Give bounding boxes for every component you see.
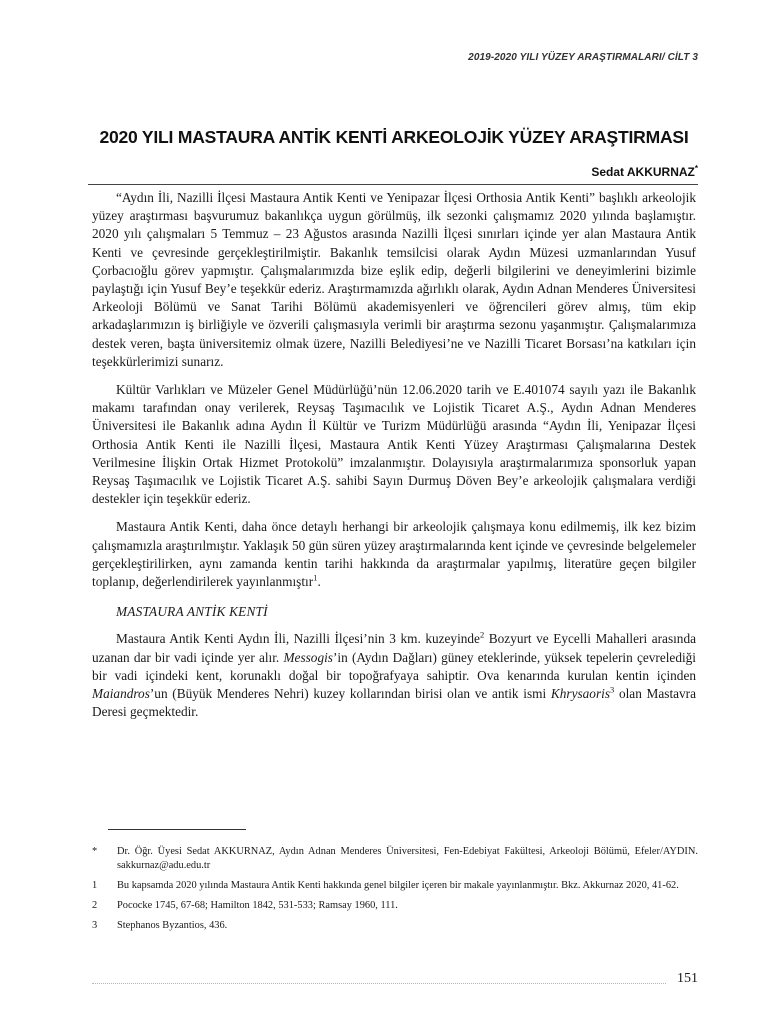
- running-head: 2019-2020 YILI YÜZEY ARAŞTIRMALARI/ CİLT 3: [468, 52, 698, 63]
- footer-dotted-rule: [92, 983, 666, 984]
- paragraph-4-part-a: Mastaura Antik Kenti Aydın İli, Nazilli İlçesi’nin 3 km. kuzeyinde: [116, 631, 480, 647]
- footnote-mark: 2: [92, 900, 98, 911]
- page-number: 151: [677, 971, 698, 986]
- paragraph-4-part-e: olan Mastavra Deresi geçmektedir.: [92, 686, 697, 720]
- italic-term-khrysaoris: Khrysaoris: [550, 686, 610, 702]
- footnote-3: [92, 919, 698, 933]
- paragraph-4-part-c: ’in (Aydın Dağları) güney eteklerinde, yüksek tepelerin çevrelediği bir vadi içindeki kent, korunaklı doğal bir topoğrafyaya sahiptir. Ova kenarında kurulan kentin içinden: [92, 649, 697, 683]
- footnote-2: [92, 899, 698, 913]
- paper-title: 2020 YILI MASTAURA ANTİK KENTİ ARKEOLOJİK YÜZEY ARAŞTIRMASI: [99, 127, 689, 147]
- footnote-mark: *: [92, 846, 98, 857]
- footnote-text: Bu kapsamda 2020 yılında Mastaura Antik Kenti hakkında genel bilgiler içeren bir makale yayınlanmıştır. Bkz. Akkurnaz 2020, 41-62.: [117, 880, 679, 891]
- paragraph-4-part-d: ’un (Büyük Menderes Nehri) kuzey kollarından birisi olan ve antik ismi: [149, 686, 551, 702]
- footnote-mark: 1: [92, 880, 98, 891]
- italic-term-messogis: Messogis: [283, 649, 333, 665]
- footnote-1: [92, 879, 698, 893]
- italic-term-maiandros: Maiandros: [92, 686, 150, 702]
- footnote-text: Dr. Öğr. Üyesi Sedat AKKURNAZ, Aydın Adnan Menderes Üniversitesi, Fen-Edebiyat Fakültesi, Arkeoloji Bölümü, Efeler/AYDIN. sakkurnaz@adu.edu.tr: [117, 846, 698, 871]
- author-line: [591, 164, 698, 179]
- footnote-ref-2: 2: [479, 630, 485, 641]
- paragraph-3: [92, 518, 696, 591]
- footnotes: [92, 845, 698, 939]
- footnote-text: Stephanos Byzantios, 436.: [117, 920, 228, 931]
- footnote-ref-1: 1: [313, 572, 318, 583]
- footnote-author: [92, 845, 698, 873]
- section-heading: MASTAURA ANTİK KENTİ: [116, 604, 268, 620]
- paragraph-1: “Aydın İli, Nazilli İlçesi Mastaura Antik Kenti ve Yenipazar İlçesi Orthosia Antik Kenti” başlıklı arkeolojik yüzey araştırması başvurumuz bakanlıkça uygun görülmüş, ilk sezonki çalışmamız 2020 yılında başlamıştır. 2020 yılı çalışmaları 5 Temmuz – 23 Ağustos arasında Nazilli İlçesi sınırları içinde yer alan Mastaura Antik Kenti ve çevresinde gerçekleştirilmiştir. Bakanlık temsilcisi olarak Aydın Müzesi uzmanlarından Yusuf Çorbacıoğlu görev yapmıştır. Çalışmalarımızda bize eşlik edip, değerli bilgilerini ve deneyimlerini bizimle paylaştığı için Yusuf Bey’e teşekkür ederiz. Araştırmamızda ağırlıklı olarak, Aydın Adnan Menderes Üniversitesi Arkeoloji Bölümü ve Sanat Tarihi Bölümü akademisyenleri ve öğrencileri görev almış, tüm ekip arkadaşlarımızın iş birliğiyle ve özverili çalışmasıyla verimli bir araştırma sezonu yaşanmıştır. Çalışmalarımıza destek veren, başta üniversitemiz olmak üzere, Nazilli Belediyesi’ne ve Nazilli Ticaret Borsası’na katkıları için teşekkürlerimizi sunarız.: [92, 190, 696, 369]
- footnote-text: Pococke 1745, 67-68; Hamilton 1842, 531-533; Ramsay 1960, 111.: [117, 900, 398, 911]
- footnote-mark: 3: [92, 920, 98, 931]
- paragraph-2: Kültür Varlıkları ve Müzeler Genel Müdürlüğü’nün 12.06.2020 tarih ve E.401074 sayılı yazı ile Bakanlık makamı tarafından onay verilerek, Reysaş Taşımacılık ve Lojistik Ticaret A.Ş., Aydın Adnan Menderes Üniversitesi ile Bakanlık adına Aydın İl Kültür ve Turizm Müdürlüğü arasında “Aydın İli, Yenipazar İlçesi Orthosia Antik Kenti ile Nazilli İlçesi, Mastaura Antik Kenti Yüzey Araştırması Çalışmalarına Destek Verilmesine İlişkin Ortak Hizmet Protokolü” imzalanmıştır. Dolayısıyla araştırmalarımıza sponsorluk yapan Reysaş Taşımacılık ve Lojistik Ticaret A.Ş. sahibi Sayın Durmuş Döven Bey’e arkeolojik çalışmalara verdiği destekler için teşekkür ederiz.: [92, 382, 696, 507]
- body-text: [92, 189, 696, 731]
- paragraph-3-end: .: [317, 574, 321, 590]
- title-divider: [88, 184, 698, 185]
- paragraph-4: [92, 630, 696, 721]
- paragraph-3-text: Mastaura Antik Kenti, daha önce detaylı herhangi bir arkeolojik çalışmaya konu edilmemiş, ilk kez bizim çalışmamızla araştırılmıştır. Yaklaşık 50 gün süren yüzey araştırmalarında kent içinde ve çevresinde belgelemeler gerçekleştirilirken, aynı zamanda kentin tarihi hakkında da araştırmalar yapılmış, literatüre geçen bilgiler toplanıp, değerlendirilerek yayınlanmıştır: [92, 519, 696, 590]
- paragraph-4-part-b: Bozyurt ve Eycelli Mahalleri arasında uzanan dar bir vadi içinde yer alır.: [92, 631, 697, 665]
- author-footnote-mark: *: [694, 164, 698, 173]
- footnote-ref-3: 3: [610, 684, 615, 695]
- author-name: Sedat AKKURNAZ: [591, 165, 695, 179]
- footnote-separator: [108, 829, 246, 830]
